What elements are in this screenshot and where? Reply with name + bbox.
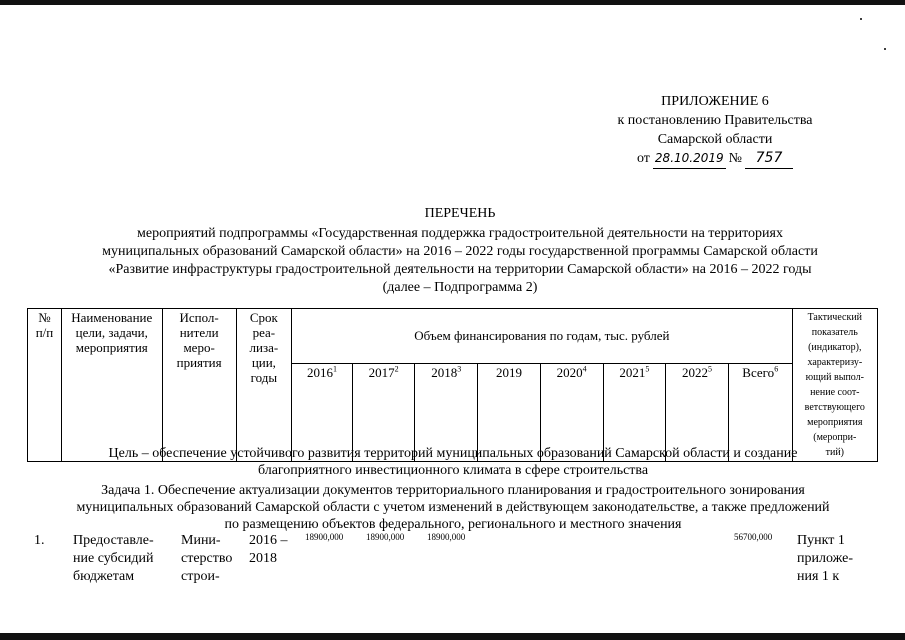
year-header-2020: 2020$^4$ (540, 363, 603, 461)
col-executor-header: Испол- нители меро- приятия (162, 309, 236, 462)
appendix-number: ПРИЛОЖЕНИЕ 6 (661, 94, 769, 109)
title-line-3: «Развитие инфраструктуры градостроительной деятельности на территории Самарской области» на 2016 – 2022 годы (108, 262, 812, 277)
year-header-2016: 2016$^1$ (292, 363, 353, 461)
row-1-name: Предоставле- ние субсидий бюджетам (73, 533, 154, 584)
row-1-term: 2016 – 2018 (249, 533, 288, 566)
row-1-value-2017: 18900,000 (366, 532, 405, 542)
row-1-indicator: Пункт 1 приложе- ния 1 к (797, 533, 853, 584)
handwritten-date: 28.10.2019 (653, 149, 726, 169)
task-line-3: по размещению объектов федерального, регионального и местного значения (224, 517, 682, 532)
goal-text (40, 445, 866, 479)
col-indicator-header: Тактический показатель (индикатор), характеризу- ющий выпол- нение соот- ветствующего мероприятия (меропри- тий) (792, 309, 877, 462)
row-1-value-2016: 18900,000 (305, 532, 344, 542)
goal-line-2: благоприятного инвестиционного климата в сфере строительства (257, 463, 649, 478)
year-header-2021: 2021$^5$ (603, 363, 666, 461)
year-header-2017: 2017$^2$ (352, 363, 415, 461)
task-line-1: Задача 1. Обеспечение актуализации документов территориального планирования и градостроительного зонирования (101, 483, 805, 498)
goal-line-1: Цель – обеспечение устойчивого развития территорий муниципальных образований Самарской области и создание (108, 446, 798, 461)
date-prefix: от (636, 151, 650, 166)
task-line-2: муниципальных образований Самарской области с учетом изменений в действующем законодательстве, а также предложений (76, 500, 830, 515)
year-header-2019: 2019 (478, 363, 541, 461)
year-header-total: Всего$^6$ (728, 363, 792, 461)
document-title (50, 205, 870, 297)
title-line-1: мероприятий подпрограммы «Государственная поддержка градостроительной деятельности на территориях (137, 226, 783, 241)
title-heading: ПЕРЕЧЕНЬ (424, 206, 496, 221)
col-number-header: № п/п (28, 309, 62, 462)
scan-speck (884, 48, 886, 50)
funding-header: Объем финансирования по годам, тыс. рублей (292, 309, 792, 364)
col-name-header: Наименование цели, задачи, мероприятия (61, 309, 162, 462)
header-table (27, 308, 878, 462)
appendix-line-2: к постановлению Правительства (617, 113, 813, 128)
appendix-date-line (590, 149, 840, 169)
row-1-executor: Мини- стерство строи- (181, 533, 233, 584)
scan-border-bottom (0, 633, 905, 640)
year-header-2022: 2022$^5$ (666, 363, 729, 461)
year-header-2018: 2018$^3$ (415, 363, 478, 461)
number-prefix: № (728, 151, 742, 166)
appendix-header (590, 92, 840, 169)
title-line-2: муниципальных образований Самарской области» на 2016 – 2022 годы государственной программы Самарской области (102, 244, 818, 259)
row-1-number: 1. (34, 533, 45, 548)
col-term-header: Срок реа- лиза- ции, годы (236, 309, 292, 462)
scan-border-top (0, 0, 905, 5)
scan-speck (860, 18, 862, 20)
title-line-4: (далее – Подпрограмма 2) (382, 280, 538, 295)
row-1-value-total: 56700,000 (734, 532, 773, 542)
handwritten-number: 757 (745, 149, 793, 169)
task-text (30, 482, 876, 533)
row-1-value-2018: 18900,000 (427, 532, 466, 542)
appendix-line-3: Самарской области (657, 132, 773, 147)
